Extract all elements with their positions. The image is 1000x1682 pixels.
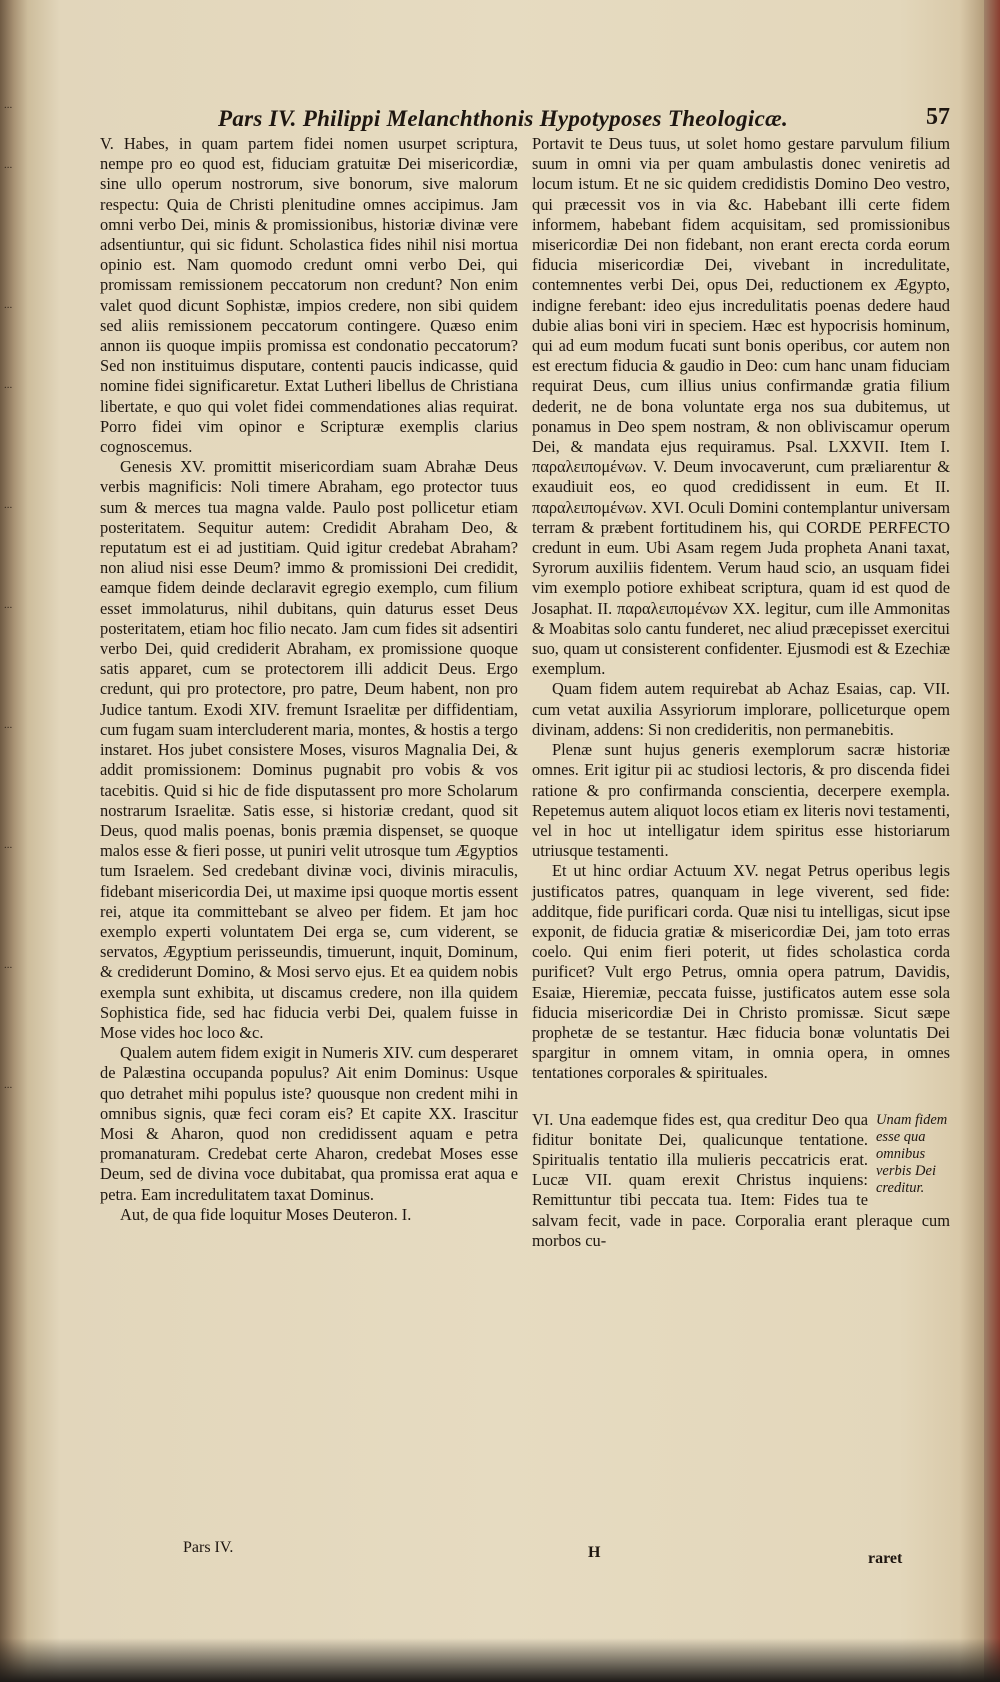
book-page bbox=[88, 104, 958, 1594]
facing-page-fragment: ... bbox=[4, 839, 13, 851]
facing-page-fragment: ... bbox=[4, 159, 13, 171]
page-number: 57 bbox=[926, 104, 950, 130]
catchword: raret bbox=[868, 1550, 903, 1567]
facing-page-fragment: ... bbox=[4, 379, 13, 391]
running-head bbox=[88, 104, 950, 138]
facing-page-fragment: ... bbox=[4, 1079, 13, 1091]
paragraph-actuum: Et ut hinc ordiar Actuum XV. negat Petrus operibus legis justificatos patres, quanquam in lege viverent, sed fide: additque, fide purificari corda. Quæ nisi tu intelligas, sicut ipse exponit, de fiducia gratiæ & misericordiæ Dei, jam toto erras coelo. Qui enim fieri poterit, ut fides scholastica corda purificet? Vult ergo Petrus, omnia opera patrum, Davidis, Esaiæ, Hieremiæ, peccata fuisse, justificatos autem esse sola fiducia misericordiæ Dei in Christo promissæ. Sicut sæpe prophetæ de se testantur. Hæc fiducia bonæ voluntatis Dei spargitur in omnem vitam, in omnia opera, in omnes tentationes corporales & spirituales. bbox=[532, 861, 950, 1083]
marginal-note: Unam fidem esse qua omnibus verbis Dei creditur. bbox=[876, 1111, 948, 1196]
facing-page-edge bbox=[0, 80, 22, 1600]
paragraph-deuteron: Aut, de qua fide loquitur Moses Deuteron. I. bbox=[120, 1204, 412, 1224]
facing-page-fragment: ... bbox=[4, 599, 13, 611]
paragraph-portavit: Portavit te Deus tuus, ut solet homo gestare parvulum filium suum in omni via per quam ambulastis donec veniretis ad locum istum. Et ne sic quidem credidistis Domino Deo vestro, qui præcessit vos in via &c. Habebant illi certe fidem informem, habebant fidem acquisitam, sed promissionibus misericordiæ Dei non fidebant, non erant erecta corda eorum fiducia misericordiæ Dei, vivebant in incredulitate, contemnentes verbi Dei, opus Dei, reductionem ex Ægypto, indigne ferebant: ideo ejus incredulitatis poenas dedere haud dubie alias boni viri in speciem. Hæc est hypocrisis hominum, qui ad eum modum fucati sunt bonis operibus, cor autem non est erectum fiducia & gaudio in Deo: cum hanc unam fiduciam requirat Deus, cum illius unius confirmandæ gratia filium dederit, ne de bona voluntate erga nos sua dubitemus, ut ponamus in Deo spem nostram, & non obliviscamur operum Dei, & mandata ejus requiramus. Psal. LXXVII. Item I. παραλειπομένων. V. Deum invocaverunt, cum præliarentur & exaudiuit eos, eo quod credidissent in eum. Et II. παραλειπομένων. XVI. Oculi Domini contemplantur universam terram & præbent fortitudinem his, qui CORDE PERFECTO credunt in eum. Ubi Asam regem Juda propheta Anani taxat, Syrorum auxiliis fidentem. Verum haud scio, an usquam fidei vim exemplo potiore exhibeat scriptura, quam id est quod de Josaphat. II. παραλειπομένων XX. legitur, cum ille Ammonitas & Moabitas solo cantu funderet, nec aliud præcepisset exercitui suo, quam ut consisterent confidenter. Ejusmodi est & Ezechiæ exemplum. bbox=[532, 134, 950, 679]
facing-page-fragment: ... bbox=[4, 299, 13, 311]
facing-page-fragment: ... bbox=[4, 499, 13, 511]
paragraph-vi-text: VI. Una eademque fides est, qua creditur Deo qua fiditur bonitate Dei, qualicunque tentatione. Spiritualis tentatio illa mulieris peccatricis erat. Lucæ VII. quam erexit Christus inquiens: Remittuntur tibi peccata tua. Item: Fides tua te salvam fecit, vade in pace. Corporalia erant pleraque cum morbos cu- bbox=[532, 1109, 950, 1250]
facing-page-fragment: ... bbox=[4, 719, 13, 731]
facing-page-fragment: ... bbox=[4, 959, 13, 971]
paragraph-vi bbox=[532, 1110, 950, 1251]
running-title: Pars IV. Philippi Melanchthonis Hypotyposes Theologicæ. bbox=[218, 106, 789, 131]
right-text-column bbox=[532, 134, 950, 1251]
facing-page-fragment: ... bbox=[4, 99, 13, 111]
sheet-letter: H bbox=[588, 1544, 601, 1561]
paragraph-numeri: Qualem autem fidem exigit in Numeris XIV. cum desperaret de Palæstina occupanda populus? Ait enim Dominus: Usque quo detrahet mihi populus iste? quousque non credent mihi in omnibus signis, quæ feci coram eis? Et capite XX. Irascitur Mosi & Aharon, quod non credidissent aquam e petra promanaturam. Credebat certe Aharon, credebat Moses esse Deum, sed de divina voce dubitabat, qua promissa erat aqua e petra. Eam incredulitatem taxat Dominus. bbox=[100, 1043, 518, 1204]
paragraph-achaz: Quam fidem autem requirebat ab Achaz Esaias, cap. VII. cum vetat auxilia Assyriorum implorare, polliceturque opem divinam, addens: Si non credideritis, non permanebitis. bbox=[532, 679, 950, 739]
left-text-column bbox=[100, 134, 518, 1225]
paragraph-v: V. Habes, in quam partem fidei nomen usurpet scriptura, nempe pro eo quod est, fiduciam gratuitæ Dei misericordiæ, sine ullo operum nostrorum, sive bonorum, sive malorum respectu: Quia de Christi plenitudine omnes accipimus. Jam omni verbo Dei, minis & promissionibus, historiæ divinæ vere adsentiuntur, qui sic fidunt. Scholastica fides nihil nisi mortua opinio est. Nam quomodo credunt omni verbo Dei, qui promissam remissionem peccatorum non credunt? Non enim valet quod dicunt Sophistæ, impios credere, non sibi quidem sed aliis remissionem peccatorum contingere. Quæso enim annon iis quoque impiis promissa est condonatio peccatorum? Sed non instituimus disputare, contenti paucis indicasse, quid nomine fidei significaretur. Extat Lutheri libellus de Christiana libertate, e quo qui volet fidei commendationes alias requirat. Porro fidei vim opinor e Scripturæ exemplis clarius cognoscemus. bbox=[100, 134, 518, 457]
paragraph-genesis: Genesis XV. promittit misericordiam suam Abrahæ Deus verbis magnificis: Noli timere Abraham, ego protector tuus sum & merces tua magna valde. Paulo post pollicetur etiam posteritatem. Sequitur autem: Credidit Abraham Deo, & reputatum est ei ad justitiam. Quid igitur credebat Abraham? non aliud nisi esse Deum? immo & promissioni Dei credidit, eamque fidem deinde declaravit egregio exemplo, cum filium esset immolaturus, nihil dubitans, quin daturus esset Deus posteritatem, etiam hoc filio necato. Jam cum fides sit adsentiri verbo Dei, quid crediderit Abraham, ex promissione quoque satis apparet, cum se protectorem illi addicit Deus. Ergo credunt, qui pro protectore, pro patre, Deum habent, non pro Judice tantum. Exodi XIV. fremunt Israelitæ per diffidentiam, cum fugam suam intercluderent maria, montes, & hostis a tergo instaret. Hos jubet consistere Moses, visuros Magnalia Dei, & addit promissionem: Dominus pugnabit pro vobis & vos tacebitis. Quid si hic de fide disputassent pro more Scholarum nostrarum Israelitæ. Satis esse, si historiæ credant, quod sit Deus, quod malis poenas, bonis præmia dispenset, se quoque malos esse & fieri posse, ut puniri velit utrosque tum Ægyptios tum Israelem. Sed credebant divinæ voci, divinis miraculis, fidebant misericordia Dei, ut maxime ipsi quoque mortis essent rei, atque ita committebant se alveo per fidem. Et jam hoc exemplo experti voluntatem Dei erga se, cum viderent, se servatos, Ægyptium perisseundis, timuerunt, inquit, Dominum, & crediderunt Domino, & Mosi servo ejus. Et ea quidem nobis exempla sunt exhibita, ut discamus credere, non illa quidem Sophistica fide, sed hac fiducia verbi Dei, qualem fuisse in Mose vides hoc loco &c. bbox=[100, 457, 518, 1042]
binding-edge bbox=[984, 0, 1000, 1682]
bottom-shadow bbox=[0, 1638, 1000, 1682]
signature-mark: Pars IV. bbox=[183, 1539, 234, 1556]
paragraph-plenae: Plenæ sunt hujus generis exemplorum sacræ historiæ omnes. Erit igitur pii ac studiosi lectoris, & pro discenda fidei ratione & pro confirmanda conscientia, decerpere exempla. Repetemus autem aliquot locos etiam ex literis novi testamenti, vel in hoc ut intelligatur idem spiritus esse historiarum utriusque testamenti. bbox=[532, 740, 950, 861]
